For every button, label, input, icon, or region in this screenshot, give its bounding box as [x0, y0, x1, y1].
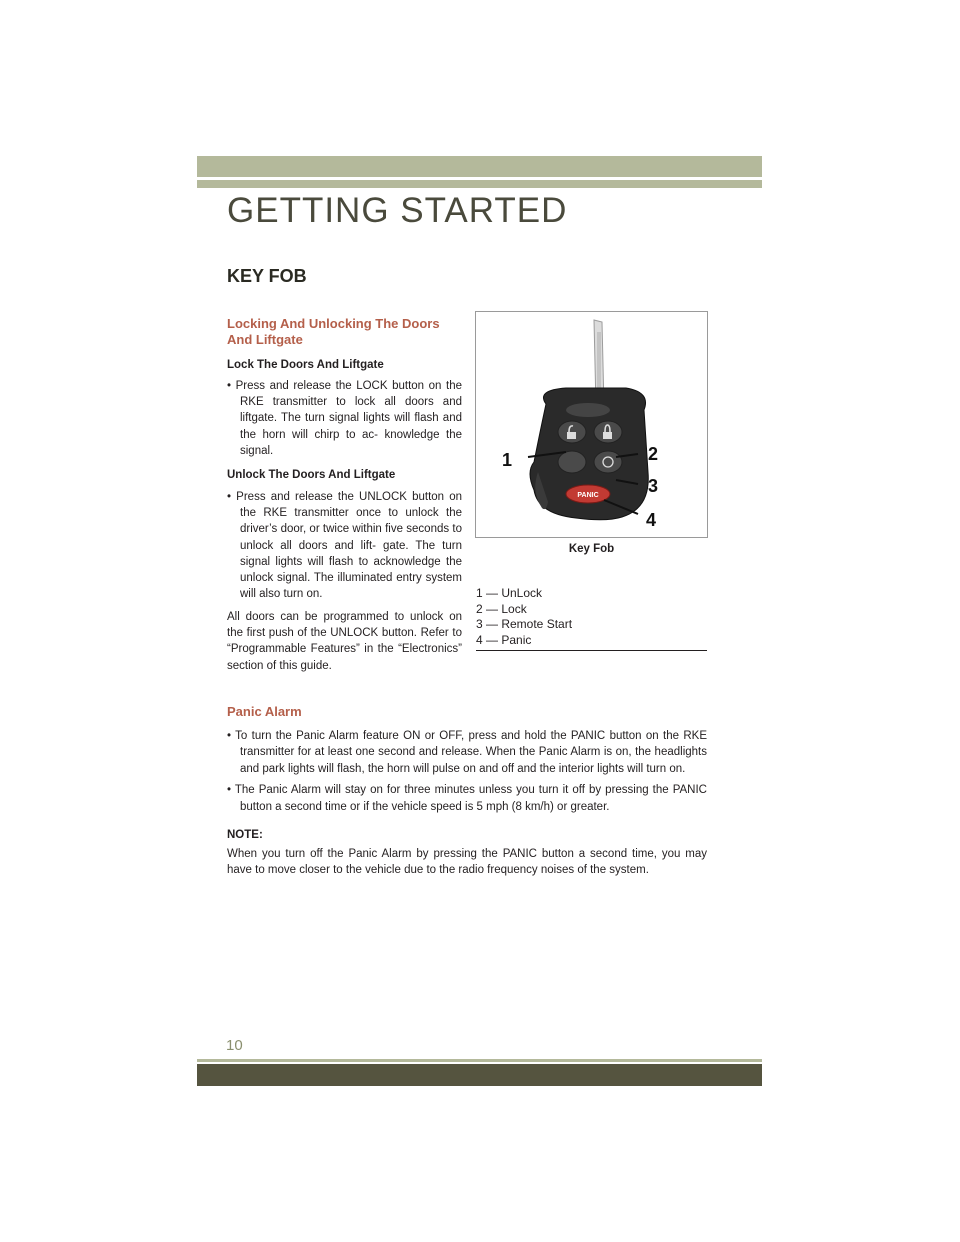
page-number: 10 [226, 1037, 243, 1054]
section-title: GETTING STARTED [227, 191, 568, 230]
panic-section [227, 704, 707, 884]
legend-rule [476, 650, 707, 651]
subsection-title-locking [227, 316, 462, 349]
footer-band [197, 1064, 762, 1086]
subsection-title-line2: And Liftgate [227, 332, 303, 348]
panic-bullet-1: • To turn the Panic Alarm feature ON or OFF, press and hold the PANIC button on the RKE transmitter for at least one second and release. When the Panic Alarm is on, the headlights and park lights will flash, the horn will pulse on and off and the interior lights will turn on. [227, 729, 707, 775]
unlock-bullet: • Press and release the UNLOCK button on the RKE transmitter once to unlock the driver’s door, or twice within five seconds to unlock all doors and lift- gate. The turn signal lights will flash to acknowledge the unlock signal. The illuminated entry system will also turn on. [227, 490, 462, 601]
callout-2: 2 [648, 444, 659, 464]
header-band [197, 156, 762, 177]
legend-item: 2 — Lock [476, 601, 527, 616]
lock-heading: Lock The Doors And Liftgate [227, 358, 384, 371]
subsection-title-line1: Locking And Unlocking The Doors [227, 316, 440, 331]
note-label: NOTE: [227, 829, 263, 841]
key-fob-illustration [476, 312, 707, 537]
header-rule [197, 180, 762, 188]
panic-label: PANIC [577, 492, 599, 499]
panic-alarm-title: Panic Alarm [227, 704, 302, 719]
unlock-heading: Unlock The Doors And Liftgate [227, 469, 396, 482]
callout-4: 4 [646, 510, 657, 530]
legend-item: 3 — Remote Start [476, 617, 573, 631]
callout-3: 3 [648, 476, 659, 496]
legend-item: 1 — UnLock [476, 586, 543, 600]
program-paragraph: All doors can be programmed to unlock on the first push of the UNLOCK button. Refer to “Programmable Features” in the “Electronics” section of this guide. [227, 610, 462, 672]
lock-bullet: • Press and release the LOCK button on the RKE transmitter to lock all doors and liftgate. The turn signal lights will flash and the horn will chirp to ac- knowledge the signal. [227, 379, 462, 458]
page-heading: KEY FOB [227, 266, 307, 286]
panic-bullet-2: • The Panic Alarm will stay on for three minutes unless you turn it off by pressing the PANIC button a second time or if the vehicle speed is 5 mph (8 km/h) or greater. [227, 784, 707, 813]
note-text: When you turn off the Panic Alarm by pressing the PANIC button a second time, you may have to move closer to the vehicle due to the radio frequency noises of the system. [227, 847, 707, 876]
figure-legend [476, 586, 707, 648]
footer-rule [197, 1059, 762, 1062]
callout-1: 1 [502, 450, 513, 470]
legend-item: 4 — Panic [476, 632, 532, 647]
left-column [227, 316, 462, 680]
figure-caption: Key Fob [568, 543, 615, 555]
key-fob-figure [475, 311, 708, 538]
